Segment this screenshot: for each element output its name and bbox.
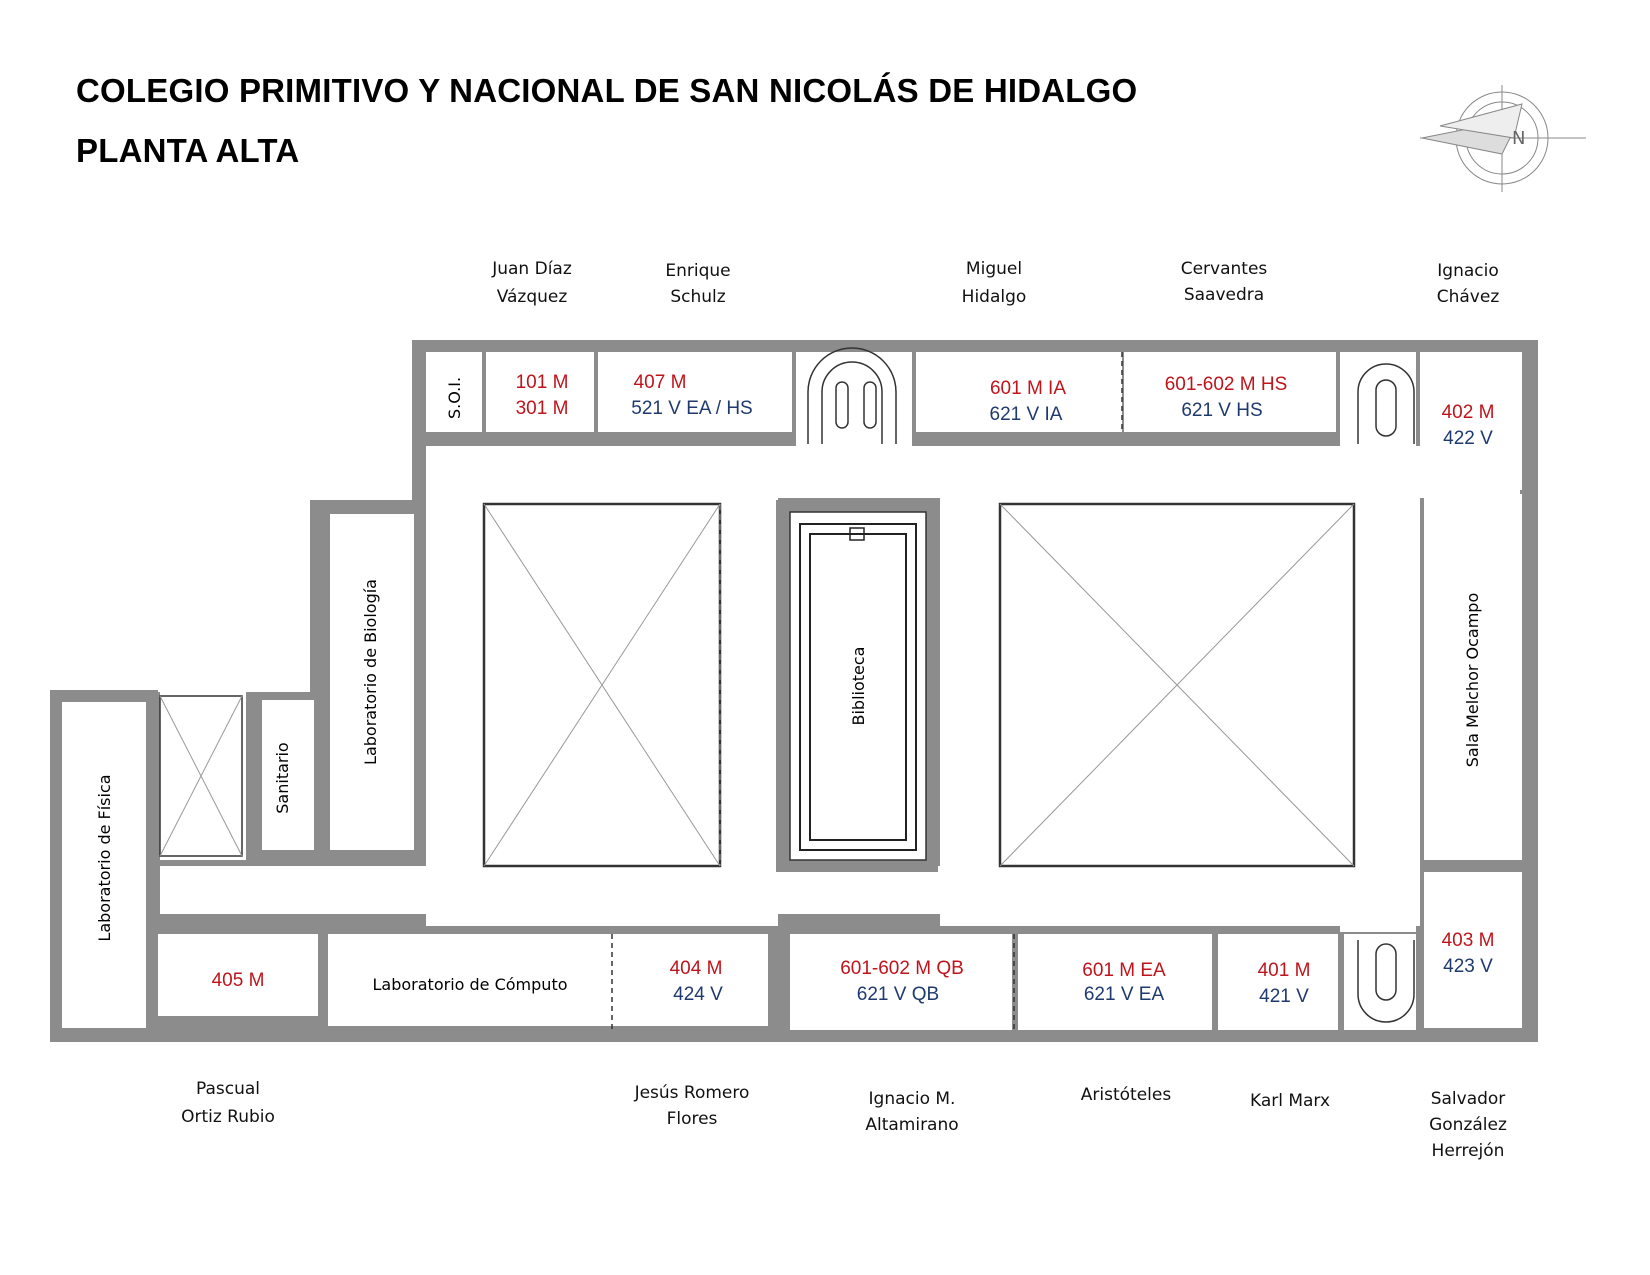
name-enrique-2: Schulz	[670, 287, 726, 307]
name-jesus: Jesús Romero	[634, 1083, 750, 1103]
north-arrow-icon	[1420, 85, 1586, 192]
name-salvador-3: Herrejón	[1431, 1141, 1505, 1161]
room-407-red: 407 M	[633, 372, 687, 393]
room-601hs-red: 601-602 M HS	[1164, 374, 1288, 395]
name-salvador-2: González	[1429, 1115, 1507, 1135]
name-cervantes-2: Saavedra	[1183, 285, 1265, 305]
name-miguel-2: Hidalgo	[961, 287, 1027, 307]
name-miguel: Miguel	[965, 259, 1023, 279]
room-sala: Sala Melchor Ocampo	[1463, 592, 1482, 768]
room-601ea-red: 601 M EA	[1082, 960, 1166, 981]
room-101-red2: 301 M	[515, 398, 569, 419]
room-601qb-red: 601-602 M QB	[840, 958, 964, 979]
page-title: COLEGIO PRIMITIVO Y NACIONAL DE SAN NICOLÁS DE HIDALGO	[76, 72, 1138, 109]
name-salvador: Salvador	[1430, 1089, 1506, 1109]
name-ignacio-m-2: Altamirano	[865, 1115, 959, 1135]
room-soi: S.O.I.	[445, 376, 464, 420]
name-pascual-2: Ortiz Rubio	[181, 1107, 275, 1127]
bottom-names	[181, 1079, 1507, 1161]
room-biblioteca: Biblioteca	[849, 646, 868, 726]
name-ignacio-m: Ignacio M.	[868, 1089, 956, 1109]
room-601ia-red: 601 M IA	[989, 378, 1067, 399]
room-601qb-blue: 621 V QB	[856, 984, 940, 1005]
room-lab-computo: Laboratorio de Cómputo	[372, 975, 568, 994]
room-401-red: 401 M	[1257, 960, 1311, 981]
room-601ea-blue: 621 V EA	[1083, 984, 1165, 1005]
name-pascual: Pascual	[195, 1079, 261, 1099]
name-ignacio-chavez-2: Chávez	[1436, 287, 1500, 307]
top-names	[491, 259, 1499, 307]
room-402-blue: 422 V	[1443, 428, 1493, 449]
room-407-blue: 521 V EA / HS	[631, 398, 753, 419]
room-sanitario: Sanitario	[273, 742, 292, 814]
room-101-red: 101 M	[515, 372, 569, 393]
room-405-red: 405 M	[211, 970, 265, 991]
floor-subtitle: PLANTA ALTA	[76, 132, 300, 169]
name-cervantes: Cervantes	[1180, 259, 1268, 279]
room-403-blue: 423 V	[1443, 956, 1493, 977]
room-402-red: 402 M	[1441, 402, 1495, 423]
name-juan-diaz-2: Vázquez	[496, 287, 568, 307]
name-juan-diaz: Juan Díaz	[492, 259, 572, 279]
room-601hs-blue: 621 V HS	[1181, 400, 1263, 421]
room-601ia-blue: 621 V IA	[989, 404, 1063, 425]
room-404-blue: 424 V	[673, 984, 723, 1005]
room-404-red: 404 M	[669, 958, 723, 979]
room-403-red: 403 M	[1441, 930, 1495, 951]
name-ignacio-chavez: Ignacio	[1437, 261, 1499, 281]
name-karl-marx: Karl Marx	[1249, 1091, 1331, 1111]
name-jesus-2: Flores	[666, 1109, 718, 1129]
name-aristoteles: Aristóteles	[1080, 1085, 1172, 1105]
room-lab-fisica: Laboratorio de Física	[95, 774, 114, 942]
name-enrique: Enrique	[665, 261, 731, 281]
room-401-blue: 421 V	[1259, 986, 1309, 1007]
room-lab-biologia: Laboratorio de Biología	[361, 579, 380, 765]
north-letter: N	[1512, 128, 1526, 149]
